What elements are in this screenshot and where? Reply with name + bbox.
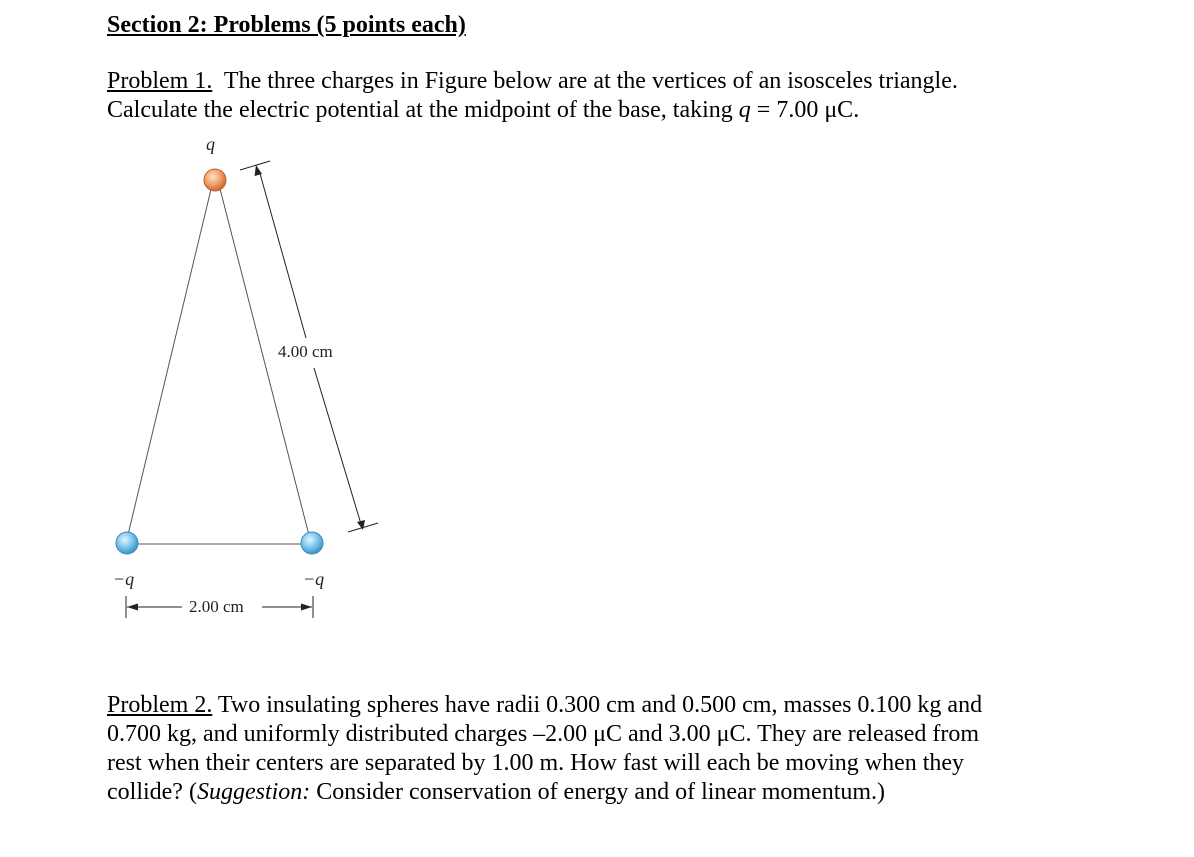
problem-1-variable-q: q	[738, 97, 751, 123]
problem-2	[107, 691, 1042, 807]
side-length-label: 4.00 cm	[278, 342, 333, 361]
problem-2-text-4a: collide? (	[107, 779, 197, 805]
bottom-left-charge	[116, 532, 138, 554]
base-length-label: 2.00 cm	[189, 597, 244, 616]
problem-1-text-3: = 7.00 μC.	[756, 97, 860, 123]
problem-2-text-4b: Consider conservation of energy and of linear momentum.)	[310, 779, 886, 805]
problem-1-text-1: The three charges in Figure below are at the vertices of an isosceles triangle.	[223, 68, 958, 94]
problem-2-line-3: rest when their centers are separated by 1.00 m. How fast will each be moving when they	[107, 750, 965, 776]
problem-2-line-2: 0.700 kg, and uniformly distributed charges –2.00 μC and 3.00 μC. They are released from	[107, 721, 979, 747]
base-dimension	[126, 596, 313, 618]
problem-2-text-1: Two insulating spheres have radii 0.300 cm and 0.500 cm, masses 0.100 kg and	[217, 692, 983, 718]
problem-1-text-2: Calculate the electric potential at the midpoint of the base, taking	[107, 97, 733, 123]
arrowhead-right-icon	[301, 604, 312, 611]
arrowhead-up-icon	[255, 165, 263, 176]
problem-1-label: Problem 1.	[107, 68, 213, 94]
left-charge-label: −q	[113, 569, 135, 589]
problem-2-suggestion: Suggestion:	[196, 779, 311, 805]
triangle-left-side	[126, 181, 213, 543]
bottom-right-charge	[301, 532, 323, 554]
section-title: Section 2: Problems (5 points each)	[107, 12, 466, 38]
problem-2-label: Problem 2.	[107, 692, 213, 718]
problem-2-line-1	[107, 691, 1042, 720]
triangle-right-side	[218, 181, 311, 543]
arrowhead-left-icon	[127, 604, 138, 611]
top-charge	[204, 169, 226, 191]
right-charge-label: −q	[303, 569, 325, 589]
top-charge-label: q	[206, 134, 215, 154]
problem-2-line-4	[107, 778, 1042, 807]
